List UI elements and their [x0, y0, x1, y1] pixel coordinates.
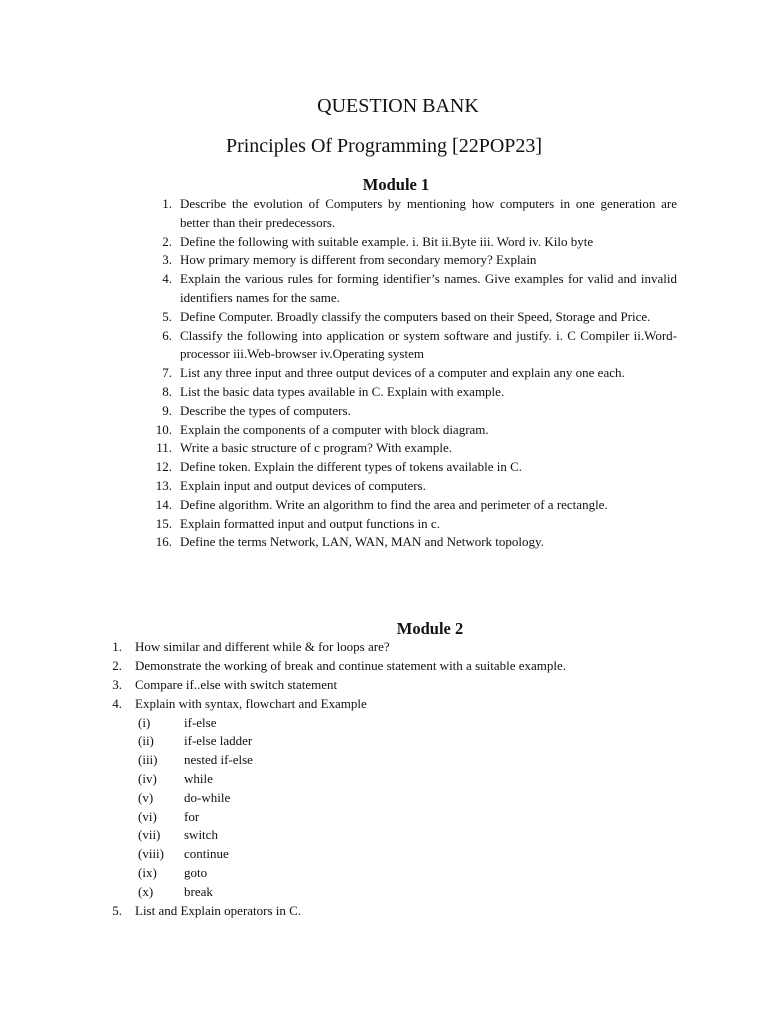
question-text: Define algorithm. Write an algorithm to find the area and perimeter of a rectangle.: [180, 496, 608, 512]
question-text: Define the following with suitable example. i. Bit ii.Byte iii. Word iv. Kilo byte: [180, 233, 594, 249]
question-text: Define Computer. Broadly classify the computers based on their Speed, Storage and Price.: [180, 308, 651, 324]
question-item: [150, 251, 677, 270]
question-item: [150, 496, 677, 515]
question-item: [150, 308, 677, 327]
question-number: 8.: [162, 383, 172, 399]
question-number: 5.: [162, 308, 172, 324]
question-text: List any three input and three output devices of a computer and explain any one each.: [180, 365, 625, 381]
sub-question-item: [138, 789, 664, 808]
question-item: [150, 402, 677, 421]
question-text: Explain the components of a computer with block diagram.: [180, 421, 489, 437]
question-text: Define token. Explain the different types of tokens available in C.: [180, 459, 522, 475]
question-item: [150, 515, 677, 534]
question-number: 4.: [112, 695, 122, 711]
question-number: 2.: [112, 657, 122, 673]
question-text: List and Explain operators in C.: [135, 902, 302, 918]
module-1-question-list: [150, 195, 677, 552]
question-number: 14.: [155, 496, 172, 512]
question-item: [150, 327, 677, 365]
question-item: [150, 195, 677, 233]
question-number: 7.: [162, 365, 172, 381]
question-number: 16.: [155, 534, 172, 550]
sub-question-item: [138, 845, 664, 864]
document-title: QUESTION BANK: [317, 95, 479, 117]
sub-question-number: (x): [138, 883, 154, 899]
sub-question-text: nested if-else: [184, 752, 253, 768]
sub-question-text: do-while: [184, 789, 231, 805]
question-number: 3.: [112, 676, 122, 692]
question-item: [104, 676, 664, 695]
sub-question-item: [138, 883, 664, 902]
question-item: [150, 233, 677, 252]
question-text: Define the terms Network, LAN, WAN, MAN and Network topology.: [180, 534, 544, 550]
question-number: 10.: [155, 421, 172, 437]
question-item: [150, 477, 677, 496]
question-number: 2.: [162, 233, 172, 249]
sub-question-number: (ii): [138, 733, 154, 749]
question-number: 15.: [155, 515, 172, 531]
sub-question-text: if-else: [184, 714, 217, 730]
sub-question-text: while: [184, 771, 213, 787]
question-item: [104, 657, 664, 676]
sub-question-text: goto: [184, 865, 208, 880]
question-item: [104, 638, 664, 657]
question-text: Describe the evolution of Computers by mentioning how computers in one generation are better than their predecessors.: [180, 196, 677, 230]
module-1-heading: Module 1: [362, 175, 430, 194]
sub-question-number: (iv): [138, 771, 157, 787]
sub-question-item: [138, 864, 664, 883]
module-2-heading: Module 2: [396, 619, 464, 638]
sub-question-text: continue: [184, 846, 229, 862]
sub-question-number: (vi): [138, 808, 157, 824]
sub-question-text: for: [184, 808, 200, 824]
question-text: Write a basic structure of c program? With example.: [180, 440, 452, 456]
sub-question-text: if-else ladder: [184, 733, 253, 749]
question-number: 13.: [155, 477, 172, 493]
sub-question-text: break: [184, 883, 213, 899]
question-item: [150, 270, 677, 308]
question-item: [150, 533, 677, 552]
question-text: Explain the various rules for forming identifier’s names. Give examples for valid and invalid identifiers names for the same.: [180, 271, 677, 305]
question-text: Explain formatted input and output functions in c.: [180, 515, 440, 531]
question-text: How primary memory is different from secondary memory? Explain: [180, 252, 537, 268]
question-item: [104, 695, 664, 902]
sub-question-number: (viii): [138, 846, 164, 862]
question-text: List the basic data types available in C. Explain with example.: [180, 383, 505, 399]
sub-question-list: [135, 714, 664, 902]
sub-question-item: [138, 770, 664, 789]
sub-question-number: (i): [138, 714, 151, 730]
module-2-question-list: [104, 638, 664, 921]
subject-title: Principles Of Programming [22POP23]: [225, 135, 543, 157]
question-item: [150, 439, 677, 458]
question-number: 4.: [162, 271, 172, 287]
sub-question-number: (vii): [138, 827, 161, 843]
question-number: 1.: [162, 196, 172, 211]
sub-question-number: (v): [138, 789, 154, 805]
question-number: 11.: [156, 440, 172, 456]
question-number: 5.: [112, 902, 122, 918]
question-text: Demonstrate the working of break and continue statement with a suitable example.: [135, 657, 567, 673]
question-number: 3.: [162, 252, 172, 268]
question-text: Explain input and output devices of computers.: [180, 477, 426, 493]
question-text: Explain with syntax, flowchart and Example: [135, 695, 367, 711]
sub-question-item: [138, 714, 664, 733]
question-item: [150, 421, 677, 440]
question-item: [104, 902, 664, 921]
question-number: 12.: [155, 459, 172, 475]
question-text: Describe the types of computers.: [180, 402, 351, 418]
question-number: 6.: [162, 327, 172, 343]
question-text: Compare if..else with switch statement: [135, 676, 338, 692]
sub-question-item: [138, 808, 664, 827]
question-item: [150, 364, 677, 383]
question-number: 9.: [162, 402, 172, 418]
sub-question-item: [138, 826, 664, 845]
sub-question-number: (iii): [138, 752, 158, 768]
sub-question-item: [138, 732, 664, 751]
question-text: How similar and different while & for loops are?: [135, 639, 390, 654]
sub-question-text: switch: [184, 827, 218, 843]
question-text: Classify the following into application or system software and justify. i. C Compiler ii.Word-processor iii.Web-browser iv.Operating system: [180, 327, 677, 362]
sub-question-number: (ix): [138, 865, 157, 880]
question-item: [150, 458, 677, 477]
question-item: [150, 383, 677, 402]
sub-question-item: [138, 751, 664, 770]
question-number: 1.: [112, 639, 122, 654]
